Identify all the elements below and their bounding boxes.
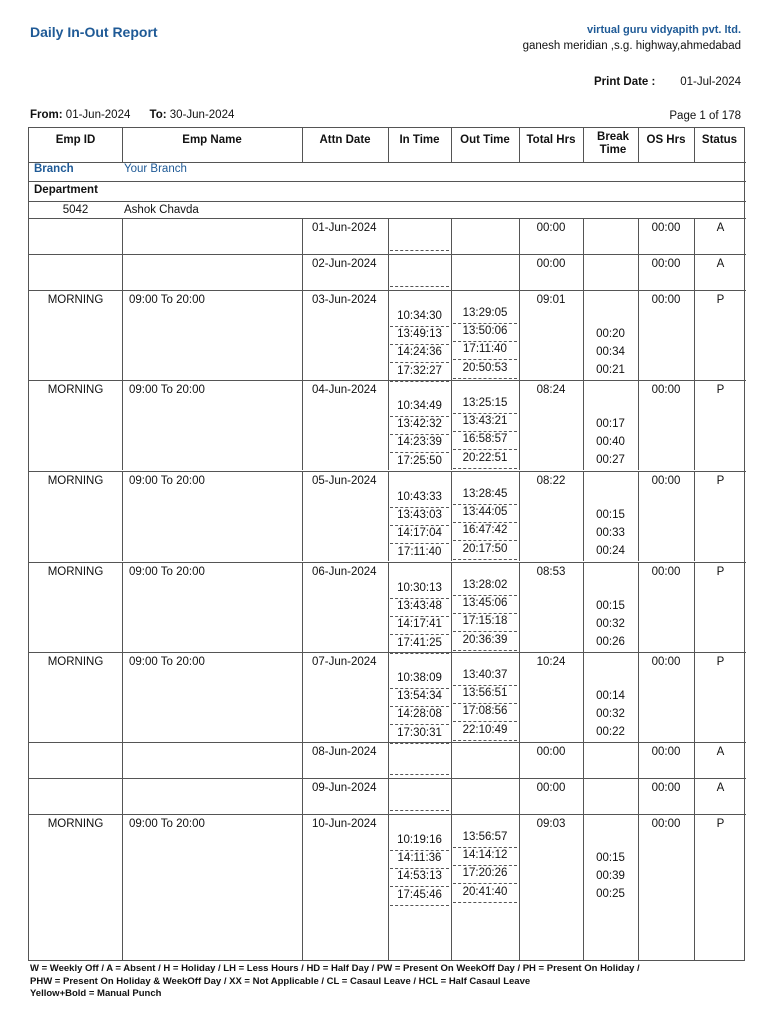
header-column-divider [583, 128, 584, 162]
shift-time: 09:00 To 20:00 [129, 475, 205, 487]
punch-divider [390, 810, 449, 811]
break-time: 00:39 [596, 870, 625, 883]
punch-divider [453, 413, 517, 414]
break-time: 00:15 [596, 509, 625, 521]
header-column-divider [451, 128, 452, 162]
punch-divider [390, 598, 449, 599]
header-emp-name: Emp Name [182, 134, 242, 146]
punch-divider [453, 865, 517, 866]
break-time: 00:14 [596, 690, 625, 702]
out-time: 20:41:40 [462, 885, 508, 898]
column-divider [302, 218, 303, 254]
punch-divider [453, 323, 517, 324]
in-out-table [28, 127, 745, 961]
punch-divider [453, 378, 517, 379]
column-divider [122, 652, 123, 742]
attn-date: 03-Jun-2024 [312, 294, 377, 306]
punch-divider [453, 631, 517, 632]
in-time: 10:34:30 [397, 310, 442, 322]
shift-name: MORNING [47, 818, 104, 830]
column-divider [302, 471, 303, 561]
in-time: 13:42:32 [397, 418, 442, 431]
shift-name: MORNING [47, 294, 104, 306]
break-time: 00:34 [596, 346, 625, 359]
break-time: 00:21 [596, 364, 625, 377]
os-hrs: 00:00 [651, 294, 681, 306]
break-time: 00:22 [596, 726, 625, 739]
row-divider [29, 290, 746, 291]
in-time: 13:49:13 [397, 328, 442, 341]
column-divider [122, 562, 123, 652]
in-time: 14:17:04 [397, 527, 442, 540]
status-code: P [716, 566, 725, 578]
print-date: 01-Jul-2024 [680, 76, 741, 88]
punch-divider [453, 449, 517, 450]
punch-divider [453, 431, 517, 432]
punch-divider [453, 721, 517, 722]
in-time: 13:43:03 [397, 509, 442, 522]
out-time: 13:40:37 [462, 669, 508, 681]
punch-divider [453, 341, 517, 342]
shift-name: MORNING [47, 475, 104, 487]
break-time: 00:33 [596, 527, 625, 540]
out-time: 17:15:18 [462, 615, 508, 628]
column-divider [583, 218, 584, 254]
branch-label: Branch [34, 163, 74, 175]
column-divider [302, 904, 303, 960]
row-divider [29, 652, 746, 653]
punch-divider [390, 706, 449, 707]
header-column-divider [694, 128, 695, 162]
punch-divider [390, 507, 449, 508]
punch-divider [453, 685, 517, 686]
column-divider [388, 778, 389, 814]
in-time: 17:45:46 [397, 888, 442, 901]
column-divider [451, 742, 452, 778]
shift-time: 09:00 To 20:00 [129, 818, 205, 830]
in-time: 17:30:31 [397, 726, 442, 739]
column-divider [451, 904, 452, 960]
out-time: 13:44:05 [462, 506, 508, 519]
column-divider [388, 254, 389, 290]
break-time: 00:17 [596, 418, 625, 430]
column-divider [122, 742, 123, 778]
punch-divider [390, 850, 449, 851]
punch-divider [453, 613, 517, 614]
punch-divider [453, 504, 517, 505]
column-divider [122, 814, 123, 904]
out-time: 13:50:06 [462, 325, 508, 338]
punch-divider [453, 468, 517, 469]
from-label: From: [30, 109, 63, 121]
header-status: Status [701, 134, 738, 146]
os-hrs: 00:00 [651, 566, 681, 578]
column-divider [583, 254, 584, 290]
out-time: 13:25:15 [462, 397, 508, 409]
column-divider [302, 742, 303, 778]
column-divider [302, 254, 303, 290]
legend-codes: W = Weekly Off / A = Absent / H = Holiday / LH = Less Hours / HD = Half Day / PW = Present On WeekOff Day / PH = Present On Holiday / PHW = Present On Holiday & WeekOff Day / XX = Not Applicable / CL = Casaul Leave / HCL = Half Casaul Leave [30, 963, 640, 987]
header-attn-date: Attn Date [319, 134, 371, 146]
os-hrs: 00:00 [651, 818, 681, 830]
punch-divider [453, 703, 517, 704]
break-time: 00:32 [596, 618, 625, 631]
shift-time: 09:00 To 20:00 [129, 566, 205, 578]
attn-date: 10-Jun-2024 [312, 818, 377, 830]
column-divider [583, 778, 584, 814]
company-address: ganesh meridian ,s.g. highway,ahmedabad [522, 40, 741, 52]
attn-date: 08-Jun-2024 [312, 746, 377, 758]
status-code: A [716, 746, 725, 758]
attn-date: 01-Jun-2024 [312, 222, 377, 234]
out-time: 16:47:42 [462, 524, 508, 537]
company-name: virtual guru vidyapith pvt. ltd. [586, 24, 741, 36]
in-time: 14:28:08 [397, 708, 442, 721]
punch-divider [390, 434, 449, 435]
in-time: 10:30:13 [397, 582, 442, 594]
punch-divider [453, 540, 517, 541]
punch-divider [390, 616, 449, 617]
total-hrs: 00:00 [536, 258, 566, 270]
punch-divider [390, 416, 449, 417]
report-title: Daily In-Out Report [30, 24, 158, 40]
page-indicator: Page 1 of 178 [669, 110, 741, 122]
header-column-divider [638, 128, 639, 162]
punch-divider [453, 650, 517, 651]
in-time: 13:43:48 [397, 600, 442, 613]
punch-divider [390, 724, 449, 725]
attn-date: 05-Jun-2024 [312, 475, 377, 487]
column-divider [122, 380, 123, 470]
column-divider [122, 218, 123, 254]
status-code: P [716, 656, 725, 668]
attn-date: 04-Jun-2024 [312, 384, 377, 396]
header-column-divider [519, 128, 520, 162]
header-column-divider [302, 128, 303, 162]
punch-divider [390, 543, 449, 544]
punch-divider [390, 634, 449, 635]
row-divider [29, 162, 746, 163]
column-divider [302, 814, 303, 904]
date-range [30, 109, 234, 121]
punch-divider [390, 362, 449, 363]
punch-divider [390, 905, 449, 906]
punch-divider [453, 595, 517, 596]
in-time: 17:25:50 [397, 454, 442, 467]
department-label: Department [34, 184, 98, 196]
header-in-time: In Time [399, 134, 440, 146]
punch-divider [390, 326, 449, 327]
out-time: 14:14:12 [462, 849, 508, 862]
header-column-divider [122, 128, 123, 162]
out-time: 20:17:50 [462, 542, 508, 555]
in-time: 13:54:34 [397, 690, 442, 703]
out-time: 16:58:57 [462, 433, 508, 446]
out-time: 13:29:05 [462, 307, 508, 319]
out-time: 20:22:51 [462, 451, 508, 464]
punch-divider [390, 868, 449, 869]
shift-name: MORNING [47, 656, 104, 668]
break-time: 00:26 [596, 636, 625, 649]
column-divider [388, 218, 389, 254]
total-hrs: 08:24 [536, 384, 566, 396]
in-time: 14:24:36 [397, 346, 442, 359]
out-time: 22:10:49 [462, 723, 508, 736]
header-emp-id: Emp ID [55, 134, 96, 146]
in-time: 10:38:09 [397, 672, 442, 684]
break-time: 00:32 [596, 708, 625, 721]
out-time: 13:28:02 [462, 579, 508, 591]
status-code: P [716, 294, 725, 306]
break-time: 00:24 [596, 545, 625, 558]
column-divider [451, 778, 452, 814]
shift-time: 09:00 To 20:00 [129, 384, 205, 396]
status-code: P [716, 384, 725, 396]
status-code: A [716, 782, 725, 794]
row-divider [29, 254, 746, 255]
to-date: 30-Jun-2024 [169, 109, 235, 121]
shift-time: 09:00 To 20:00 [129, 656, 205, 668]
total-hrs: 10:24 [536, 656, 566, 668]
break-time: 00:15 [596, 600, 625, 612]
break-time: 00:20 [596, 328, 625, 340]
shift-name: MORNING [47, 384, 104, 396]
out-time: 20:50:53 [462, 361, 508, 374]
column-divider [122, 904, 123, 960]
status-legend [30, 963, 650, 1001]
total-hrs: 00:00 [536, 782, 566, 794]
os-hrs: 00:00 [651, 746, 681, 758]
attn-date: 09-Jun-2024 [312, 782, 377, 794]
out-time: 13:28:45 [462, 488, 508, 500]
print-date-label: Print Date : [594, 76, 656, 88]
row-divider [29, 380, 746, 381]
to-label: To: [149, 109, 167, 121]
employee-name: Ashok Chavda [124, 204, 199, 216]
in-time: 14:17:41 [397, 618, 442, 631]
column-divider [451, 254, 452, 290]
header-break-time: Break Time [597, 131, 629, 156]
punch-divider [453, 902, 517, 903]
column-divider [122, 290, 123, 380]
punch-divider [390, 688, 449, 689]
punch-divider [390, 344, 449, 345]
punch-divider [453, 740, 517, 741]
total-hrs: 00:00 [536, 746, 566, 758]
os-hrs: 00:00 [651, 222, 681, 234]
in-time: 10:34:49 [397, 400, 442, 412]
in-time: 10:43:33 [397, 491, 442, 503]
column-divider [302, 380, 303, 470]
in-time: 10:19:16 [397, 834, 442, 846]
employee-id: 5042 [62, 204, 89, 216]
punch-divider [453, 883, 517, 884]
break-time: 00:40 [596, 436, 625, 449]
row-divider [29, 562, 746, 563]
out-time: 13:56:57 [462, 831, 508, 843]
os-hrs: 00:00 [651, 475, 681, 487]
column-divider [122, 254, 123, 290]
row-divider [29, 471, 746, 472]
punch-divider [453, 522, 517, 523]
os-hrs: 00:00 [651, 782, 681, 794]
row-divider [29, 201, 746, 202]
break-time: 00:15 [596, 852, 625, 864]
branch-value: Your Branch [124, 163, 187, 175]
column-divider [694, 904, 695, 960]
out-time: 13:43:21 [462, 415, 508, 428]
column-divider [583, 904, 584, 960]
header-column-divider [388, 128, 389, 162]
column-divider [302, 778, 303, 814]
total-hrs: 00:00 [536, 222, 566, 234]
column-divider [583, 742, 584, 778]
total-hrs: 09:03 [536, 818, 566, 830]
out-time: 20:36:39 [462, 633, 508, 646]
column-divider [638, 904, 639, 960]
punch-divider [453, 847, 517, 848]
punch-divider [390, 886, 449, 887]
os-hrs: 00:00 [651, 656, 681, 668]
punch-divider [390, 452, 449, 453]
punch-divider [390, 774, 449, 775]
out-time: 17:20:26 [462, 867, 508, 880]
header-out-time: Out Time [460, 134, 510, 146]
break-time: 00:25 [596, 888, 625, 901]
column-divider [122, 471, 123, 561]
in-time: 17:41:25 [397, 636, 442, 649]
total-hrs: 08:53 [536, 566, 566, 578]
attn-date: 07-Jun-2024 [312, 656, 377, 668]
column-divider [388, 742, 389, 778]
attn-date: 02-Jun-2024 [312, 258, 377, 270]
out-time: 13:56:51 [462, 687, 508, 700]
from-date: 01-Jun-2024 [65, 109, 131, 121]
row-divider [29, 778, 746, 779]
attn-date: 06-Jun-2024 [312, 566, 377, 578]
punch-divider [453, 359, 517, 360]
out-time: 17:08:56 [462, 705, 508, 718]
row-divider [29, 742, 746, 743]
status-code: A [716, 222, 725, 234]
column-divider [451, 218, 452, 254]
os-hrs: 00:00 [651, 384, 681, 396]
row-divider [29, 814, 746, 815]
in-time: 17:11:40 [397, 545, 442, 558]
row-divider [29, 181, 746, 182]
shift-name: MORNING [47, 566, 104, 578]
in-time: 14:11:36 [397, 852, 442, 865]
punch-divider [390, 286, 449, 287]
in-time: 14:53:13 [397, 870, 442, 883]
status-code: P [716, 818, 725, 830]
status-code: P [716, 475, 725, 487]
column-divider [388, 904, 389, 960]
in-time: 17:32:27 [397, 364, 442, 377]
shift-time: 09:00 To 20:00 [129, 294, 205, 306]
in-time: 14:23:39 [397, 436, 442, 449]
out-time: 17:11:40 [463, 343, 507, 356]
column-divider [302, 290, 303, 380]
total-hrs: 09:01 [536, 294, 566, 306]
total-hrs: 08:22 [536, 475, 566, 487]
column-divider [302, 562, 303, 652]
column-divider [302, 652, 303, 742]
header-total-hrs: Total Hrs [526, 134, 576, 146]
punch-divider [390, 525, 449, 526]
os-hrs: 00:00 [651, 258, 681, 270]
break-time: 00:27 [596, 454, 625, 467]
status-code: A [716, 258, 725, 270]
punch-divider [453, 559, 517, 560]
out-time: 13:45:06 [462, 597, 508, 610]
column-divider [519, 904, 520, 960]
header-os-hrs: OS Hrs [646, 134, 686, 146]
legend-manual-punch: Yellow+Bold = Manual Punch [30, 988, 162, 999]
punch-divider [390, 250, 449, 251]
column-divider [122, 778, 123, 814]
